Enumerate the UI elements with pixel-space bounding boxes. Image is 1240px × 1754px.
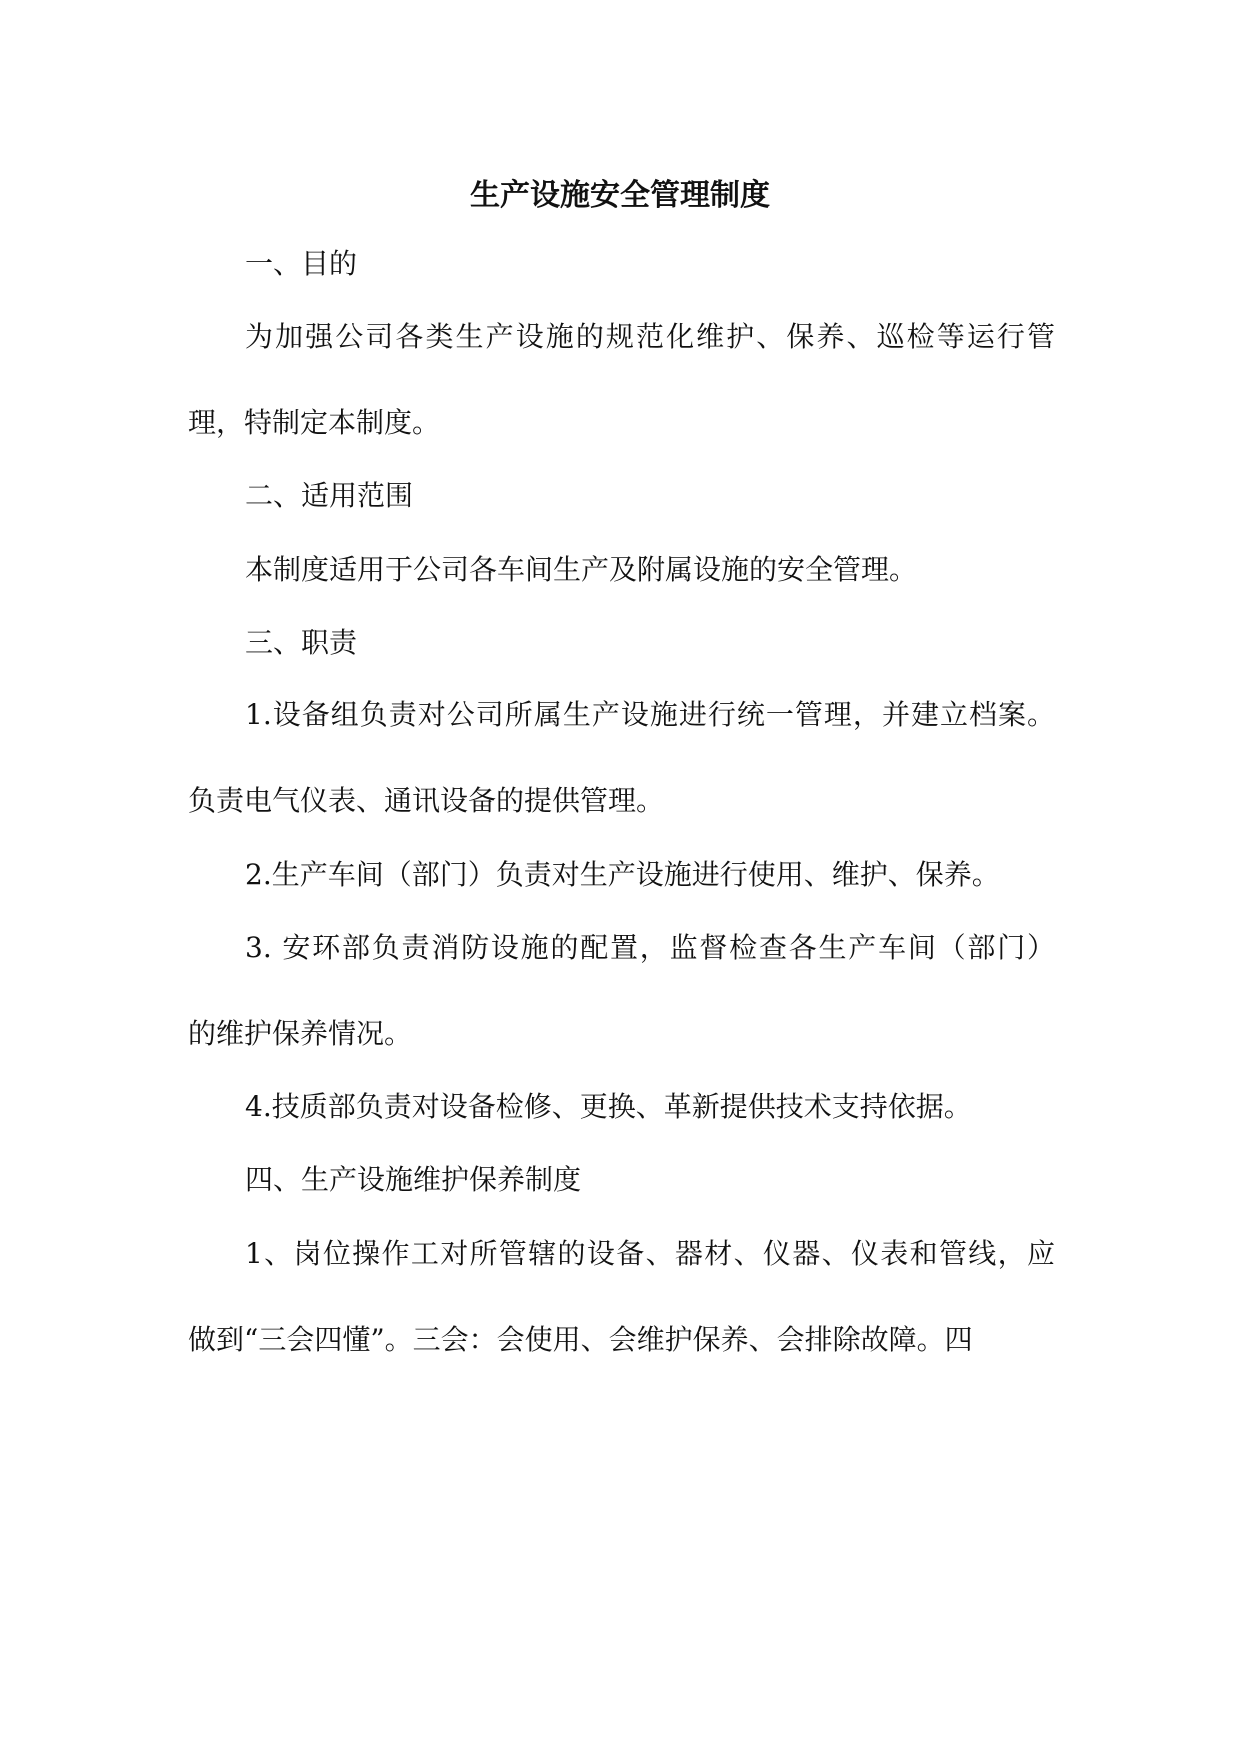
paragraph-line: 负责电气仪表、通讯设备的提供管理。 [188,784,665,817]
paragraph-line: 的维护保养情况。 [188,1017,413,1050]
document-title: 生产设施安全管理制度 [470,178,770,213]
paragraph-line: 1.设备组负责对公司所属生产设施进行统一管理，并建立档案。 [245,698,1055,731]
paragraph-line: 做到“三会四懂”。三会：会使用、会维护保养、会排除故障。四 [188,1323,973,1356]
paragraph-line: 本制度适用于公司各车间生产及附属设施的安全管理。 [245,553,918,586]
section-heading-purpose: 一、目的 [245,247,358,280]
paragraph-line: 理，特制定本制度。 [188,406,441,439]
paragraph-line: 4.技质部负责对设备检修、更换、革新提供技术支持依据。 [245,1090,972,1123]
paragraph-line: 2.生产车间（部门）负责对生产设施进行使用、维护、保养。 [245,858,1000,891]
paragraph-line: 3. 安环部负责消防设施的配置，监督检查各生产车间（部门） [245,931,1055,964]
section-heading-scope: 二、适用范围 [245,479,414,512]
paragraph-line: 1、岗位操作工对所管辖的设备、器材、仪器、仪表和管线，应 [245,1237,1055,1270]
section-heading-maintenance: 四、生产设施维护保养制度 [245,1163,582,1196]
section-heading-responsibilities: 三、职责 [245,626,358,659]
paragraph-line: 为加强公司各类生产设施的规范化维护、保养、巡检等运行管 [245,320,1055,353]
